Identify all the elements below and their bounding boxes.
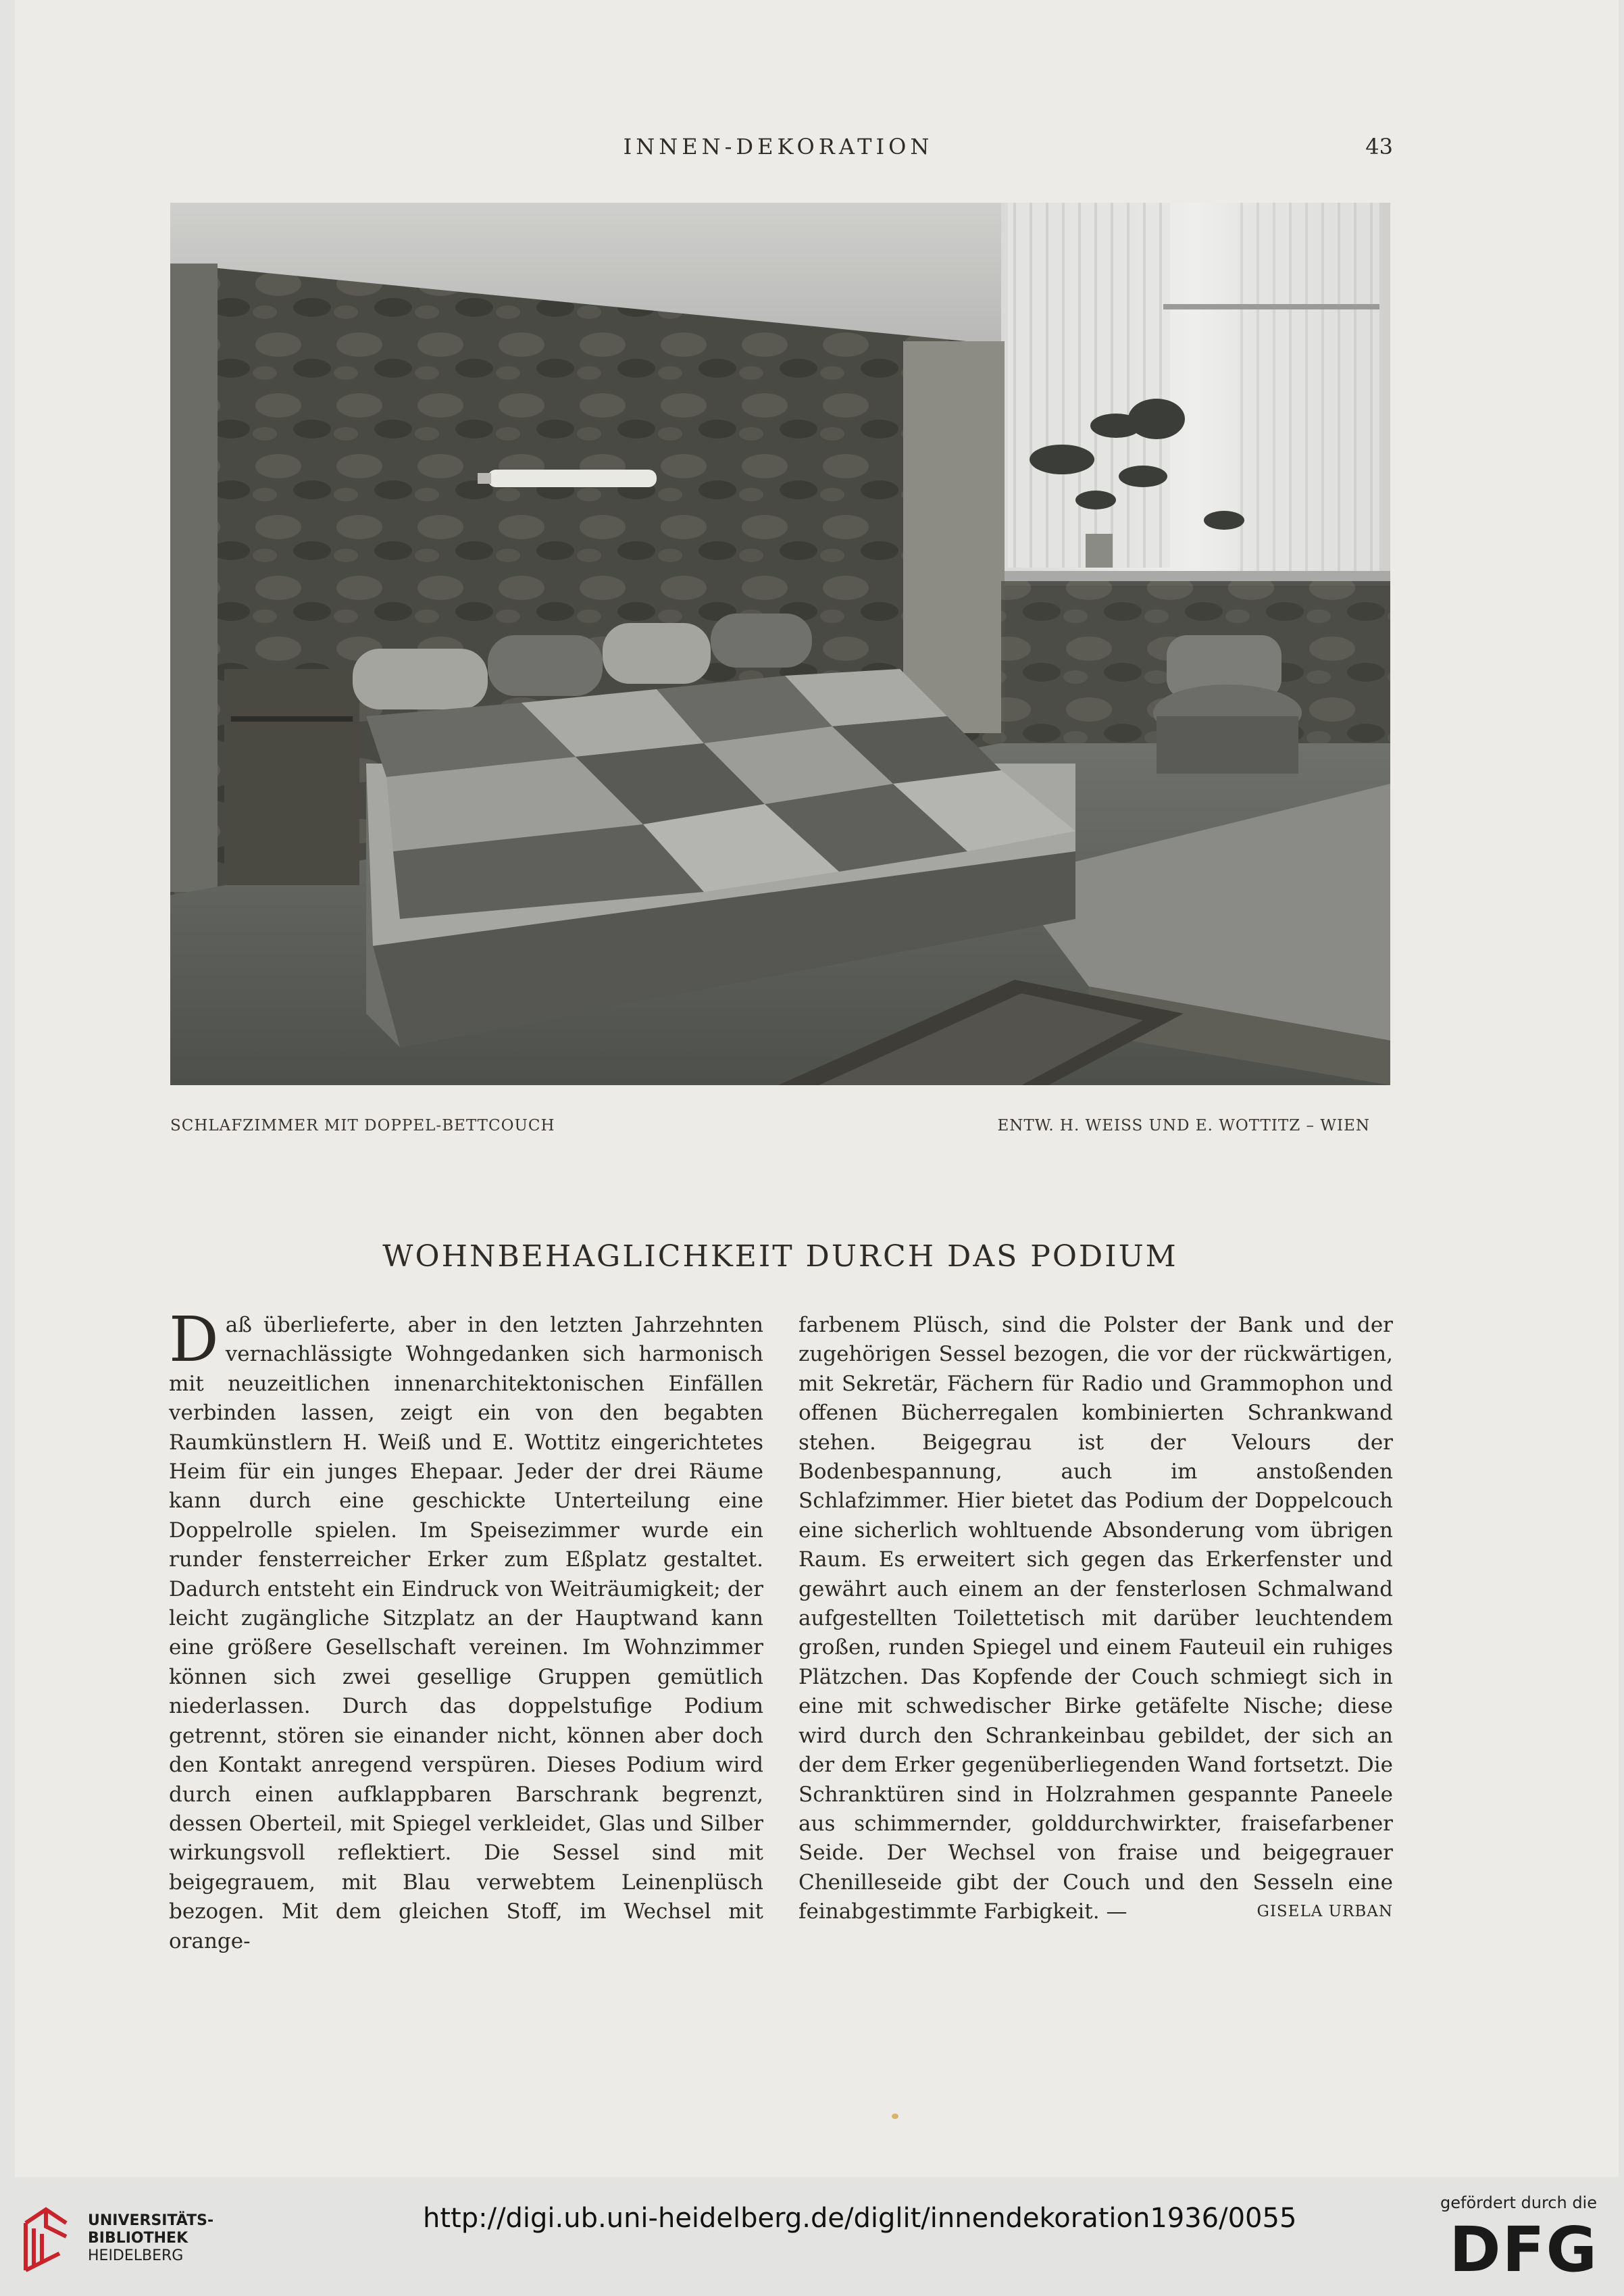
- university-library-name: UNIVERSITÄTS- BIBLIOTHEK HEIDELBERG: [88, 2212, 214, 2264]
- page-number: 43: [1365, 134, 1393, 159]
- article-author: GISELA URBAN: [1257, 1903, 1393, 1921]
- book-page: [15, 0, 1619, 2177]
- drop-cap: D: [169, 1303, 219, 1376]
- digital-copy-url-link[interactable]: http://digi.ub.uni-heidelberg.de/diglit/innendekoration1936/0055: [423, 2203, 1297, 2234]
- running-head: INNEN-DEKORATION: [623, 134, 934, 159]
- page-ornament: [892, 2114, 898, 2119]
- bedroom-photo-image: [170, 203, 1390, 1085]
- digitization-footer: [0, 2177, 1624, 2296]
- article-column-right: [798, 1311, 1393, 1927]
- article-text-right: farbenem Plüsch, sind die Polster der Bank und der zugehörigen Sessel bezogen, die vor der rückwärtigen, mit Sekretär, Fächern für Radio und Grammophon und offenen Bücherregalen kombinierten Schrankwand stehen. Beigegrau ist der Velours der Bodenbespannung, auch im anstoßenden Schlafzimmer. Hier bietet das Podium der Doppelcouch eine sicherlich wohltuende Absonderung vom übrigen Raum. Es erweitert sich gegen das Erkerfenster und gewährt auch einem an der fensterlosen Schmalwand aufgestellten Toilettetisch mit darüber leuchtendem großen, runden Spiegel und einem Fauteuil ein ruhiges Plätzchen. Das Kopfende der Couch schmiegt sich in eine mit schwedischer Birke getäfelte Nische; diese wird durch den Schrankeinbau gebildet, der sich an der dem Erker gegenüberliegenden Wand fortsetzt. Die Schranktüren sind in Holzrahmen gespannte Paneele aus schimmernder, golddurchwirkter, fraisefarbener Seide. Der Wechsel von fraise und beigegrauer Chenilleseide gibt der Couch und den Sesseln eine feinabgestimmte Farbigkeit. —: [798, 1313, 1393, 1924]
- bedroom-photograph: [170, 203, 1390, 1085]
- funding-label: gefördert durch die: [1440, 2193, 1597, 2212]
- dfg-logo: DFG: [1449, 2214, 1598, 2286]
- article-title: WOHNBEHAGLICHKEIT DURCH DAS PODIUM: [382, 1239, 1178, 1274]
- photo-caption-right: ENTW. H. WEISS UND E. WOTTITZ – WIEN: [997, 1117, 1370, 1134]
- photo-caption-left: SCHLAFZIMMER MIT DOPPEL-BETTCOUCH: [170, 1117, 555, 1134]
- article-column-left: [169, 1303, 763, 1956]
- article-text-left: aß überlieferte, aber in den letzten Jahrzehnten vernachlässigte Wohngedanken sich harmonisch mit neuzeitlichen innenarchitektonischen Einfällen verbinden lassen, zeigt ein von den begabten Raumkünstlern H. Weiß und E. Wottitz eingerichtetes Heim für ein junges Ehepaar. Jeder der drei Räume kann durch eine geschickte Unterteilung eine Doppelrolle spielen. Im Speisezimmer wurde ein runder fensterreicher Erker zum Eßplatz gestaltet. Dadurch entsteht ein Eindruck von Weiträumigkeit; der leicht zugängliche Sitzplatz an der Hauptwand kann eine größere Gesellschaft vereinen. Im Wohnzimmer können sich zwei gesellige Gruppen gemütlich niederlassen. Durch das doppelstufige Podium getrennt, stören sie einander nicht, können aber doch den Kontakt anregend verspüren. Dieses Podium wird durch einen aufklappbaren Barschrank begrenzt, dessen Oberteil, mit Spiegel verkleidet, Glas und Silber wirkungsvoll reflektiert. Die Sessel sind mit beigegrauem, mit Blau verwebtem Leinenplüsch bezogen. Mit dem gleichen Stoff, im Wechsel mit orange-: [169, 1313, 763, 1953]
- university-library-logo-icon: [19, 2196, 80, 2277]
